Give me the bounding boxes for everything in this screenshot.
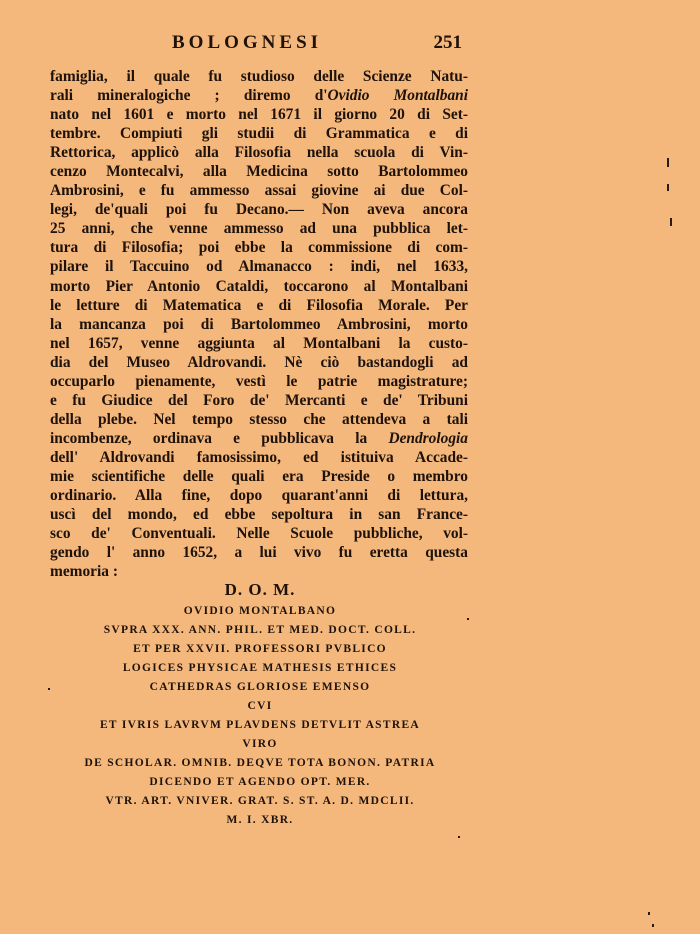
text-line: Ambrosini, e fu ammesso assai giovine ai due Col-: [50, 182, 468, 200]
inscription-line: LOGICES PHYSICAE MATHESIS ETHICES: [122, 662, 398, 674]
text-line: [50, 429, 468, 448]
text-line: uscì del mondo, ed ebbe sepoltura in san France-: [50, 506, 468, 524]
text-line: [50, 86, 468, 105]
text-line: occuparlo pienamente, vestì le patrie magistrature;: [50, 372, 468, 390]
inscription-line: ET PER XXVII. PROFESSORI PVBLICO: [133, 643, 387, 655]
inscription-line: CATHEDRAS GLORIOSE EMENSO: [149, 681, 371, 693]
body-paragraph: [50, 67, 468, 581]
text-segment: rali mineralogiche ; diremo d': [50, 87, 328, 105]
text-line: e fu Giudice del Foro de' Mercanti e de' Tribuni: [50, 391, 468, 409]
text-line: tura di Filosofia; poi ebbe la commissione di com-: [50, 239, 468, 257]
text-line: ordinario. Alla fine, dopo quarant'anni di lettura,: [50, 487, 468, 505]
inscription-line: VTR. ART. VNIVER. GRAT. S. ST. A. D. MDCLII.: [105, 795, 415, 807]
scan-speck: [648, 912, 650, 915]
inscription-line: VIRO: [242, 738, 278, 750]
inscription-line: ET IVRIS LAVRVM PLAVDENS DETVLIT ASTREA: [99, 719, 421, 731]
text-line: legi, de'quali poi fu Decano.— Non aveva ancora: [50, 201, 468, 219]
scan-speck: [458, 836, 460, 838]
inscription-line: CVI: [247, 700, 273, 712]
scan-speck: [652, 924, 654, 927]
text-line: nel 1657, venne aggiunta al Montalbani la custo-: [50, 334, 468, 352]
italic-book-title: Dendrologia: [388, 429, 468, 447]
text-line: morto Pier Antonio Cataldi, toccarono al Montalbani: [50, 277, 468, 295]
text-line: gendo l' anno 1652, a lui vivo fu eretta questa: [50, 544, 468, 562]
text-line: della plebe. Nel tempo stesso che attendeva a tali: [50, 410, 468, 428]
italic-name: Ovidio Montalbani: [327, 87, 468, 105]
page-number: 251: [433, 32, 462, 53]
page-header: [50, 32, 470, 58]
scan-speck: [48, 688, 50, 690]
text-line: cenzo Montecalvi, alla Medicina sotto Bartolommeo: [50, 163, 468, 181]
inscription-line: SVPRA XXX. ANN. PHIL. ET MED. DOCT. COLL.: [103, 624, 417, 636]
inscription-line: OVIDIO MONTALBANO: [183, 605, 337, 617]
text-line: pilare il Taccuino od Almanacco : indi, nel 1633,: [50, 258, 468, 276]
scan-speck: [667, 158, 669, 167]
text-line: sco de' Conventuali. Nelle Scuole pubbliche, vol-: [50, 525, 468, 543]
inscription-line: DE SCHOLAR. OMNIB. DEQVE TOTA BONON. PATRIA: [84, 757, 436, 769]
text-line: le letture di Matematica e di Filosofia Morale. Per: [50, 296, 468, 314]
scan-speck: [667, 184, 669, 191]
text-line: mie scientifiche delle quali era Preside o membro: [50, 467, 468, 485]
text-line: la mancanza poi di Bartolommeo Ambrosini, morto: [50, 315, 468, 333]
scan-speck: [670, 218, 672, 226]
text-line: Rettorica, applicò alla Filosofia nella scuola di Vin-: [50, 144, 468, 162]
text-line: famiglia, il quale fu studioso delle Scienze Natu-: [50, 68, 468, 85]
text-line: dell' Aldrovandi famosissimo, ed istituiva Accade-: [50, 448, 468, 466]
inscription-line: DICENDO ET AGENDO OPT. MER.: [149, 776, 371, 788]
text-line: dia del Museo Aldrovandi. Nè ciò bastandogli ad: [50, 353, 468, 371]
inscription-line: M. I. XBR.: [226, 814, 294, 826]
inscription-heading: D. O. M.: [224, 580, 296, 599]
text-line: memoria :: [50, 563, 118, 581]
scan-speck: [467, 618, 469, 620]
text-line: 25 anni, che venne ammesso ad una pubblica let-: [50, 220, 468, 238]
text-line: tembre. Compiuti gli studii di Grammatica e di: [50, 125, 468, 143]
text-segment: incombenze, ordinava e pubblicava la: [50, 429, 389, 447]
running-title: BOLOGNESI: [172, 32, 323, 53]
text-line: nato nel 1601 e morto nel 1671 il giorno 20 di Set-: [50, 106, 468, 124]
memorial-inscription: [40, 578, 480, 830]
